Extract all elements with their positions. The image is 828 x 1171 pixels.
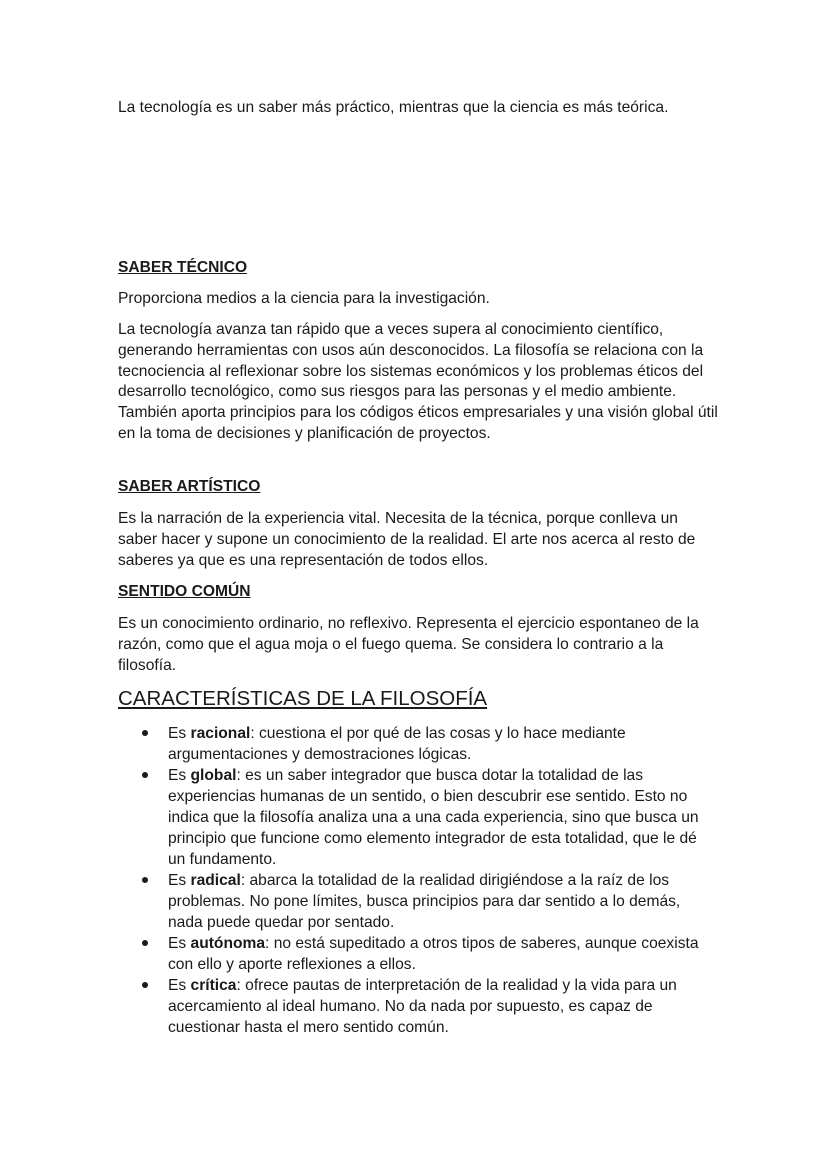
item-prefix: Es: [168, 725, 191, 742]
item-text: : no está supeditado a otros tipos de saberes, aunque coexista con ello y aporte reflexiones a ellos.: [168, 935, 699, 973]
heading-saber-artistico: SABER ARTÍSTICO: [118, 478, 261, 495]
item-keyword: crítica: [190, 977, 237, 994]
caracteristicas-title: CARACTERÍSTICAS DE LA FILOSOFÍA: [118, 687, 488, 710]
list-item-racional: [118, 723, 718, 765]
bullet-icon: [142, 730, 148, 736]
item-text: : cuestiona el por qué de las cosas y lo hace mediante argumentaciones y demostraciones lógicas.: [168, 725, 626, 763]
saber-tecnico-paragraph-1: Proporciona medios a la ciencia para la investigación.: [118, 290, 490, 307]
bullet-icon: [142, 940, 148, 946]
item-text: : es un saber integrador que busca dotar la totalidad de las experiencias humanas de un sentido, o bien descubrir ese sentido. Esto no indica que la filosofía analiza una a una cada experiencia, sino que busca un principio que funcione como elemento integrador de esta totalidad, que le dé un fundamento.: [168, 767, 699, 868]
item-prefix: Es: [168, 767, 191, 784]
item-prefix: Es: [168, 935, 191, 952]
intro-paragraph: La tecnología es un saber más práctico, mientras que la ciencia es más teórica.: [118, 99, 669, 116]
item-keyword: global: [190, 767, 237, 784]
list-item-radical: [118, 870, 718, 933]
bullet-icon: [142, 772, 148, 778]
list-item-critica: [118, 975, 718, 1038]
heading-saber-tecnico: SABER TÉCNICO: [118, 259, 248, 276]
bullet-icon: [142, 877, 148, 883]
caracteristicas-list: [118, 723, 718, 1038]
item-keyword: racional: [190, 725, 251, 742]
item-text: : abarca la totalidad de la realidad dirigiéndose a la raíz de los problemas. No pone límites, busca principios para dar sentido a lo demás, nada puede quedar por sentado.: [168, 872, 681, 931]
saber-artistico-paragraph: Es la narración de la experiencia vital. Necesita de la técnica, porque conlleva un saber hacer y supone un conocimiento de la realidad. El arte nos acerca al resto de saberes ya que es una representación de todos ellos.: [118, 510, 696, 569]
item-keyword: radical: [190, 872, 241, 889]
list-item-autonoma: [118, 933, 718, 975]
item-keyword: autónoma: [190, 935, 266, 952]
item-text: : ofrece pautas de interpretación de la realidad y la vida para un acercamiento al ideal humano. No da nada por supuesto, es capaz de cuestionar hasta el mero sentido común.: [168, 977, 677, 1036]
item-prefix: Es: [168, 872, 191, 889]
saber-tecnico-paragraph-2: La tecnología avanza tan rápido que a veces supera al conocimiento científico, generando herramientas con usos aún desconocidos. La filosofía se relaciona con la tecnociencia al reflexionar sobre los sistemas económicos y los problemas éticos del desarrollo tecnológico, como sus riesgos para las personas y el medio ambiente. También aporta principios para los códigos éticos empresariales y una visión global útil en la toma de decisiones y planificación de proyectos.: [118, 321, 718, 442]
heading-sentido-comun: SENTIDO COMÚN: [118, 583, 251, 600]
item-prefix: Es: [168, 977, 191, 994]
bullet-icon: [142, 982, 148, 988]
sentido-comun-paragraph: Es un conocimiento ordinario, no reflexivo. Representa el ejercicio espontaneo de la razón, como que el agua moja o el fuego quema. Se considera lo contrario a la filosofía.: [118, 615, 699, 674]
list-item-global: [118, 765, 718, 870]
